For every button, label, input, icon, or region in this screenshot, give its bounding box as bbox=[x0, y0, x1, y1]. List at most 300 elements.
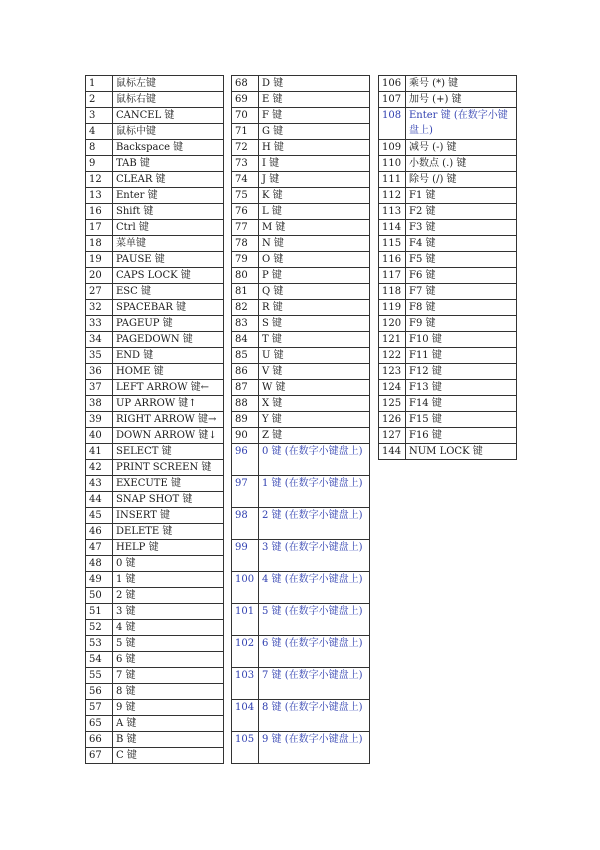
key-name-cell: Z 键 bbox=[259, 428, 370, 444]
key-code-cell: 144 bbox=[379, 444, 406, 460]
table-row bbox=[379, 380, 517, 396]
key-code-cell: 86 bbox=[232, 364, 259, 380]
key-name-cell: G 键 bbox=[259, 124, 370, 140]
table-row bbox=[86, 332, 224, 348]
table-row bbox=[232, 236, 370, 252]
table-row bbox=[232, 444, 370, 476]
key-code-cell: 36 bbox=[86, 364, 113, 380]
key-name-cell: 3 键 (在数字小键盘上) bbox=[259, 540, 370, 572]
key-code-cell: 102 bbox=[232, 636, 259, 668]
key-code-cell: 96 bbox=[232, 444, 259, 476]
table-row bbox=[232, 380, 370, 396]
key-code-cell: 103 bbox=[232, 668, 259, 700]
key-name-cell: TAB 键 bbox=[113, 156, 224, 172]
key-name-cell: R 键 bbox=[259, 300, 370, 316]
key-name-cell: E 键 bbox=[259, 92, 370, 108]
key-name-cell: RIGHT ARROW 键→ bbox=[113, 412, 224, 428]
table-row bbox=[379, 284, 517, 300]
table-row bbox=[86, 652, 224, 668]
key-name-cell: SNAP SHOT 键 bbox=[113, 492, 224, 508]
key-name-cell: PRINT SCREEN 键 bbox=[113, 460, 224, 476]
key-name-cell: 9 键 (在数字小键盘上) bbox=[259, 732, 370, 764]
key-code-cell: 77 bbox=[232, 220, 259, 236]
table-row bbox=[86, 748, 224, 764]
table-row bbox=[232, 76, 370, 92]
table-row bbox=[232, 284, 370, 300]
key-code-cell: 40 bbox=[86, 428, 113, 444]
key-code-cell: 45 bbox=[86, 508, 113, 524]
key-name-cell: F16 键 bbox=[406, 428, 517, 444]
key-code-cell: 78 bbox=[232, 236, 259, 252]
table-row bbox=[86, 92, 224, 108]
table-row bbox=[86, 412, 224, 428]
key-name-cell: S 键 bbox=[259, 316, 370, 332]
key-name-cell: A 键 bbox=[113, 716, 224, 732]
key-name-cell: PAGEDOWN 键 bbox=[113, 332, 224, 348]
key-name-cell: 乘号 (*) 键 bbox=[406, 76, 517, 92]
key-code-cell: 114 bbox=[379, 220, 406, 236]
key-code-cell: 126 bbox=[379, 412, 406, 428]
key-code-cell: 12 bbox=[86, 172, 113, 188]
key-name-cell: I 键 bbox=[259, 156, 370, 172]
key-code-cell: 4 bbox=[86, 124, 113, 140]
key-code-cell: 87 bbox=[232, 380, 259, 396]
key-code-cell: 8 bbox=[86, 140, 113, 156]
table-row bbox=[86, 156, 224, 172]
table-row bbox=[86, 540, 224, 556]
key-name-cell: INSERT 键 bbox=[113, 508, 224, 524]
table-row bbox=[379, 428, 517, 444]
table-row bbox=[232, 300, 370, 316]
table-row bbox=[86, 444, 224, 460]
key-code-cell: 9 bbox=[86, 156, 113, 172]
key-code-cell: 107 bbox=[379, 92, 406, 108]
key-code-cell: 35 bbox=[86, 348, 113, 364]
key-code-cell: 84 bbox=[232, 332, 259, 348]
table-row bbox=[86, 428, 224, 444]
table-row bbox=[86, 140, 224, 156]
key-code-cell: 27 bbox=[86, 284, 113, 300]
key-name-cell: O 键 bbox=[259, 252, 370, 268]
table-row bbox=[379, 316, 517, 332]
key-name-cell: F1 键 bbox=[406, 188, 517, 204]
table-row bbox=[379, 92, 517, 108]
key-name-cell: L 键 bbox=[259, 204, 370, 220]
key-code-cell: 100 bbox=[232, 572, 259, 604]
key-name-cell: 1 键 (在数字小键盘上) bbox=[259, 476, 370, 508]
key-name-cell: T 键 bbox=[259, 332, 370, 348]
key-code-cell: 85 bbox=[232, 348, 259, 364]
table-row bbox=[232, 732, 370, 764]
key-name-cell: F14 键 bbox=[406, 396, 517, 412]
key-code-cell: 34 bbox=[86, 332, 113, 348]
key-code-cell: 109 bbox=[379, 140, 406, 156]
key-code-cell: 51 bbox=[86, 604, 113, 620]
key-code-cell: 68 bbox=[232, 76, 259, 92]
table-row bbox=[86, 588, 224, 604]
key-name-cell: F11 键 bbox=[406, 348, 517, 364]
key-name-cell: F4 键 bbox=[406, 236, 517, 252]
table-row bbox=[86, 172, 224, 188]
key-code-cell: 66 bbox=[86, 732, 113, 748]
key-name-cell: C 键 bbox=[113, 748, 224, 764]
table-row bbox=[86, 492, 224, 508]
key-name-cell: F5 键 bbox=[406, 252, 517, 268]
key-name-cell: HELP 键 bbox=[113, 540, 224, 556]
key-code-cell: 83 bbox=[232, 316, 259, 332]
keycode-table-middle bbox=[231, 75, 370, 764]
key-name-cell: Shift 键 bbox=[113, 204, 224, 220]
key-name-cell: LEFT ARROW 键← bbox=[113, 380, 224, 396]
key-code-cell: 1 bbox=[86, 76, 113, 92]
table-row bbox=[86, 524, 224, 540]
table-row bbox=[86, 508, 224, 524]
table-row bbox=[379, 444, 517, 460]
key-name-cell: SPACEBAR 键 bbox=[113, 300, 224, 316]
keycode-table-left bbox=[85, 75, 224, 764]
table-row bbox=[232, 508, 370, 540]
table-row bbox=[86, 604, 224, 620]
key-code-cell: 122 bbox=[379, 348, 406, 364]
key-code-cell: 90 bbox=[232, 428, 259, 444]
key-name-cell: PAGEUP 键 bbox=[113, 316, 224, 332]
key-name-cell: Enter 键 bbox=[113, 188, 224, 204]
key-code-cell: 79 bbox=[232, 252, 259, 268]
table-row bbox=[379, 108, 517, 140]
key-name-cell: 菜单键 bbox=[113, 236, 224, 252]
table-row bbox=[232, 188, 370, 204]
table-row bbox=[86, 684, 224, 700]
key-code-cell: 52 bbox=[86, 620, 113, 636]
table-row bbox=[379, 348, 517, 364]
table-row bbox=[86, 556, 224, 572]
table-row bbox=[86, 124, 224, 140]
key-name-cell: 鼠标左键 bbox=[113, 76, 224, 92]
key-name-cell: CLEAR 键 bbox=[113, 172, 224, 188]
key-name-cell: CAPS LOCK 键 bbox=[113, 268, 224, 284]
table-row bbox=[86, 300, 224, 316]
table-row bbox=[86, 108, 224, 124]
key-code-cell: 13 bbox=[86, 188, 113, 204]
table-row bbox=[232, 476, 370, 508]
key-code-cell: 111 bbox=[379, 172, 406, 188]
key-name-cell: Y 键 bbox=[259, 412, 370, 428]
key-name-cell: F2 键 bbox=[406, 204, 517, 220]
key-name-cell: 6 键 (在数字小键盘上) bbox=[259, 636, 370, 668]
key-name-cell: P 键 bbox=[259, 268, 370, 284]
key-name-cell: 小数点 (.) 键 bbox=[406, 156, 517, 172]
key-name-cell: F3 键 bbox=[406, 220, 517, 236]
key-code-cell: 2 bbox=[86, 92, 113, 108]
key-code-cell: 80 bbox=[232, 268, 259, 284]
key-name-cell: 1 键 bbox=[113, 572, 224, 588]
key-name-cell: Q 键 bbox=[259, 284, 370, 300]
key-code-cell: 99 bbox=[232, 540, 259, 572]
key-name-cell: F9 键 bbox=[406, 316, 517, 332]
key-code-cell: 55 bbox=[86, 668, 113, 684]
key-name-cell: F13 键 bbox=[406, 380, 517, 396]
table-row bbox=[86, 236, 224, 252]
key-code-cell: 119 bbox=[379, 300, 406, 316]
key-name-cell: DELETE 键 bbox=[113, 524, 224, 540]
key-name-cell: 4 键 (在数字小键盘上) bbox=[259, 572, 370, 604]
table-row bbox=[379, 252, 517, 268]
key-code-cell: 69 bbox=[232, 92, 259, 108]
table-row bbox=[232, 268, 370, 284]
key-code-cell: 54 bbox=[86, 652, 113, 668]
key-code-cell: 53 bbox=[86, 636, 113, 652]
key-code-cell: 106 bbox=[379, 76, 406, 92]
key-code-cell: 33 bbox=[86, 316, 113, 332]
key-code-cell: 112 bbox=[379, 188, 406, 204]
key-name-cell: EXECUTE 键 bbox=[113, 476, 224, 492]
table-row bbox=[232, 220, 370, 236]
key-code-cell: 71 bbox=[232, 124, 259, 140]
key-code-cell: 56 bbox=[86, 684, 113, 700]
key-code-cell: 76 bbox=[232, 204, 259, 220]
table-row bbox=[86, 620, 224, 636]
key-code-cell: 124 bbox=[379, 380, 406, 396]
key-code-cell: 108 bbox=[379, 108, 406, 140]
key-code-cell: 97 bbox=[232, 476, 259, 508]
table-row bbox=[232, 604, 370, 636]
table-row bbox=[379, 76, 517, 92]
key-code-cell: 70 bbox=[232, 108, 259, 124]
key-name-cell: B 键 bbox=[113, 732, 224, 748]
key-code-cell: 98 bbox=[232, 508, 259, 540]
key-name-cell: Backspace 键 bbox=[113, 140, 224, 156]
key-code-cell: 47 bbox=[86, 540, 113, 556]
key-code-cell: 73 bbox=[232, 156, 259, 172]
table-row bbox=[379, 300, 517, 316]
key-code-cell: 115 bbox=[379, 236, 406, 252]
key-name-cell: NUM LOCK 键 bbox=[406, 444, 517, 460]
table-row bbox=[86, 700, 224, 716]
table-row bbox=[379, 188, 517, 204]
table-row bbox=[232, 140, 370, 156]
key-name-cell: F10 键 bbox=[406, 332, 517, 348]
key-code-cell: 120 bbox=[379, 316, 406, 332]
key-name-cell: D 键 bbox=[259, 76, 370, 92]
key-code-cell: 101 bbox=[232, 604, 259, 636]
key-code-cell: 125 bbox=[379, 396, 406, 412]
table-row bbox=[86, 188, 224, 204]
key-name-cell: END 键 bbox=[113, 348, 224, 364]
key-code-cell: 39 bbox=[86, 412, 113, 428]
table-row bbox=[86, 636, 224, 652]
key-name-cell: 8 键 bbox=[113, 684, 224, 700]
key-code-cell: 32 bbox=[86, 300, 113, 316]
key-name-cell: 除号 (/) 键 bbox=[406, 172, 517, 188]
key-name-cell: M 键 bbox=[259, 220, 370, 236]
key-code-cell: 67 bbox=[86, 748, 113, 764]
table-row bbox=[86, 268, 224, 284]
table-row bbox=[379, 332, 517, 348]
key-code-cell: 41 bbox=[86, 444, 113, 460]
key-code-cell: 57 bbox=[86, 700, 113, 716]
table-row bbox=[232, 412, 370, 428]
key-name-cell: X 键 bbox=[259, 396, 370, 412]
table-row bbox=[86, 460, 224, 476]
key-name-cell: V 键 bbox=[259, 364, 370, 380]
table-row bbox=[86, 380, 224, 396]
key-code-cell: 74 bbox=[232, 172, 259, 188]
table-row bbox=[86, 732, 224, 748]
key-code-cell: 48 bbox=[86, 556, 113, 572]
table-row bbox=[86, 316, 224, 332]
key-name-cell: ESC 键 bbox=[113, 284, 224, 300]
key-name-cell: SELECT 键 bbox=[113, 444, 224, 460]
table-row bbox=[232, 428, 370, 444]
key-code-cell: 81 bbox=[232, 284, 259, 300]
key-name-cell: 鼠标右键 bbox=[113, 92, 224, 108]
table-row bbox=[232, 92, 370, 108]
key-code-cell: 117 bbox=[379, 268, 406, 284]
key-code-cell: 19 bbox=[86, 252, 113, 268]
table-row bbox=[86, 220, 224, 236]
key-code-cell: 37 bbox=[86, 380, 113, 396]
key-name-cell: H 键 bbox=[259, 140, 370, 156]
table-row bbox=[379, 268, 517, 284]
key-name-cell: Ctrl 键 bbox=[113, 220, 224, 236]
key-name-cell: 5 键 bbox=[113, 636, 224, 652]
key-name-cell: F12 键 bbox=[406, 364, 517, 380]
table-row bbox=[379, 172, 517, 188]
key-code-cell: 17 bbox=[86, 220, 113, 236]
key-name-cell: K 键 bbox=[259, 188, 370, 204]
key-name-cell: Enter 键 (在数字小键盘上) bbox=[406, 108, 517, 140]
key-code-cell: 75 bbox=[232, 188, 259, 204]
key-code-cell: 105 bbox=[232, 732, 259, 764]
key-code-cell: 118 bbox=[379, 284, 406, 300]
table-row bbox=[379, 364, 517, 380]
table-row bbox=[86, 204, 224, 220]
table-row bbox=[379, 140, 517, 156]
key-code-cell: 121 bbox=[379, 332, 406, 348]
key-code-cell: 46 bbox=[86, 524, 113, 540]
key-name-cell: 减号 (-) 键 bbox=[406, 140, 517, 156]
key-name-cell: J 键 bbox=[259, 172, 370, 188]
key-name-cell: 加号 (+) 键 bbox=[406, 92, 517, 108]
table-row bbox=[86, 668, 224, 684]
key-code-cell: 72 bbox=[232, 140, 259, 156]
key-name-cell: F6 键 bbox=[406, 268, 517, 284]
key-name-cell: U 键 bbox=[259, 348, 370, 364]
key-code-cell: 65 bbox=[86, 716, 113, 732]
key-code-cell: 116 bbox=[379, 252, 406, 268]
table-row bbox=[232, 396, 370, 412]
table-row bbox=[232, 364, 370, 380]
table-row bbox=[232, 172, 370, 188]
table-row bbox=[232, 332, 370, 348]
key-name-cell: W 键 bbox=[259, 380, 370, 396]
table-row bbox=[86, 284, 224, 300]
key-code-cell: 88 bbox=[232, 396, 259, 412]
key-name-cell: F 键 bbox=[259, 108, 370, 124]
table-row bbox=[379, 396, 517, 412]
key-name-cell: N 键 bbox=[259, 236, 370, 252]
table-row bbox=[379, 412, 517, 428]
table-row bbox=[86, 396, 224, 412]
key-code-cell: 44 bbox=[86, 492, 113, 508]
key-name-cell: F15 键 bbox=[406, 412, 517, 428]
key-name-cell: 0 键 bbox=[113, 556, 224, 572]
key-code-cell: 104 bbox=[232, 700, 259, 732]
key-name-cell: 6 键 bbox=[113, 652, 224, 668]
key-name-cell: 2 键 (在数字小键盘上) bbox=[259, 508, 370, 540]
table-row bbox=[232, 316, 370, 332]
key-name-cell: 9 键 bbox=[113, 700, 224, 716]
table-row bbox=[86, 364, 224, 380]
table-row bbox=[86, 476, 224, 492]
table-row bbox=[86, 716, 224, 732]
key-name-cell: 4 键 bbox=[113, 620, 224, 636]
table-row bbox=[232, 572, 370, 604]
key-name-cell: F8 键 bbox=[406, 300, 517, 316]
key-code-cell: 110 bbox=[379, 156, 406, 172]
key-name-cell: 鼠标中键 bbox=[113, 124, 224, 140]
table-row bbox=[379, 220, 517, 236]
table-row bbox=[232, 204, 370, 220]
key-name-cell: HOME 键 bbox=[113, 364, 224, 380]
key-code-cell: 113 bbox=[379, 204, 406, 220]
key-code-cell: 38 bbox=[86, 396, 113, 412]
key-name-cell: DOWN ARROW 键↓ bbox=[113, 428, 224, 444]
table-row bbox=[232, 156, 370, 172]
table-row bbox=[232, 700, 370, 732]
key-name-cell: UP ARROW 键↑ bbox=[113, 396, 224, 412]
table-row bbox=[86, 76, 224, 92]
table-row bbox=[379, 204, 517, 220]
key-name-cell: 5 键 (在数字小键盘上) bbox=[259, 604, 370, 636]
table-row bbox=[86, 348, 224, 364]
table-row bbox=[86, 572, 224, 588]
key-code-cell: 89 bbox=[232, 412, 259, 428]
key-name-cell: CANCEL 键 bbox=[113, 108, 224, 124]
keycode-table-right bbox=[378, 75, 517, 460]
key-name-cell: 7 键 bbox=[113, 668, 224, 684]
key-code-cell: 123 bbox=[379, 364, 406, 380]
key-name-cell: F7 键 bbox=[406, 284, 517, 300]
key-name-cell: 0 键 (在数字小键盘上) bbox=[259, 444, 370, 476]
table-row bbox=[379, 236, 517, 252]
table-row bbox=[379, 156, 517, 172]
key-code-cell: 20 bbox=[86, 268, 113, 284]
table-row bbox=[232, 540, 370, 572]
key-code-cell: 127 bbox=[379, 428, 406, 444]
key-code-cell: 49 bbox=[86, 572, 113, 588]
table-row bbox=[232, 348, 370, 364]
table-row bbox=[232, 668, 370, 700]
key-code-cell: 42 bbox=[86, 460, 113, 476]
table-row bbox=[232, 108, 370, 124]
key-code-cell: 50 bbox=[86, 588, 113, 604]
key-name-cell: 8 键 (在数字小键盘上) bbox=[259, 700, 370, 732]
key-code-cell: 82 bbox=[232, 300, 259, 316]
key-name-cell: 2 键 bbox=[113, 588, 224, 604]
key-code-cell: 16 bbox=[86, 204, 113, 220]
key-code-cell: 43 bbox=[86, 476, 113, 492]
table-row bbox=[232, 252, 370, 268]
table-row bbox=[232, 636, 370, 668]
key-name-cell: 7 键 (在数字小键盘上) bbox=[259, 668, 370, 700]
key-code-cell: 18 bbox=[86, 236, 113, 252]
key-name-cell: PAUSE 键 bbox=[113, 252, 224, 268]
table-row bbox=[86, 252, 224, 268]
key-name-cell: 3 键 bbox=[113, 604, 224, 620]
key-code-cell: 3 bbox=[86, 108, 113, 124]
table-row bbox=[232, 124, 370, 140]
